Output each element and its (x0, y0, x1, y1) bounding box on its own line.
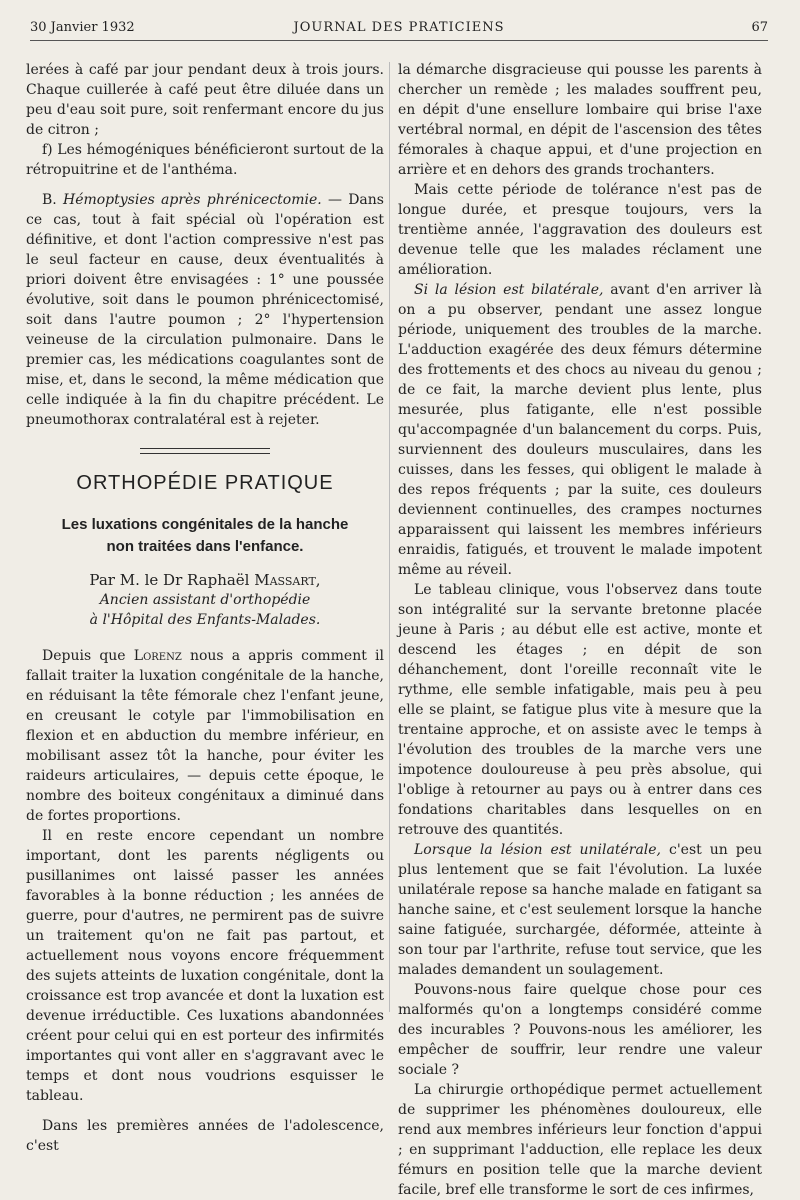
right-column (398, 60, 762, 1200)
running-header (30, 16, 768, 41)
paragraph (398, 840, 762, 980)
article-title-line: Les luxations congénitales de la hanche (61, 516, 349, 533)
section-divider (140, 448, 270, 454)
column-rule (389, 62, 390, 1012)
affiliation-line: Ancien assistant d'orthopédie (99, 592, 311, 608)
issue-date: 30 Janvier 1932 (30, 20, 135, 35)
paragraph: f) Les hémogéniques bénéficieront surtout de la rétropuitrine et de l'anthéma. (26, 142, 384, 178)
paragraph-text: Depuis que (42, 648, 134, 664)
left-column (26, 60, 384, 1156)
paragraph (398, 280, 762, 580)
paragraph: la démarche disgracieuse qui pousse les parents à chercher un remède ; les malades souffrent peu, en dépit d'une ensellure lombaire qui brise l'axe vertébral normal, en dépit de l'ascension des têtes fémorales à chaque appui, et d'une projection en arrière et en dehors des grands trochanters. (398, 62, 762, 178)
paragraph: Il en reste encore cependant un nombre important, dont les parents négligents ou pusillanimes ont laissé passer les années favorables à la bonne réduction ; les années de guerre, pour d'autres, ne permirent pas de suivre un traitement qu'on ne fait pas partout, et actuellement nous voyons encore fréquemment des sujets atteints de luxation congénitale, dont la croissance est trop avancée et dont la luxation est devenue irréductible. Ces luxations abandonnées créent pour celui qui en est porteur des infirmités importantes qui vont aller en s'aggravant avec le temps et dont nous voudrions esquisser le tableau. (26, 828, 385, 1104)
author-affiliation (26, 590, 384, 630)
paragraph: Mais cette période de tolérance n'est pas de longue durée, et presque toujours, vers la trentième année, l'aggravation des douleurs est devenue telle que les malades réclament une amélioration. (398, 182, 762, 278)
paragraph: La chirurgie orthopédique permet actuellement de supprimer les phénomènes douloureux, elle rend aux membres inférieurs leur fonction d'appui ; en supprimant l'adduction, elle replace les deux fémurs en position telle que la marche devient facile, bref elle transforme le sort de ces infirmes, (398, 1082, 762, 1198)
section-title: ORTHOPÉDIE PRATIQUE (76, 472, 334, 494)
article-title (26, 514, 384, 558)
cited-name: Lorenz (133, 648, 182, 664)
subsection-label: Lorsque la lésion est unilatérale, (414, 842, 662, 858)
subsection-label: Si la lésion est bilatérale, (414, 282, 604, 298)
paragraph: Pouvons-nous faire quelque chose pour ces malformés qu'on a longtemps considéré comme des incurables ? Pouvons-nous les améliorer, les empêcher de souffrir, leur rendre une valeur sociale ? (398, 982, 762, 1078)
page-number: 67 (751, 20, 768, 35)
paragraph: lerées à café par jour pendant deux à trois jours. Chaque cuillerée à café peut être diluée dans un peu d'eau soit pure, soit renfermant encore du jus de citron ; (26, 62, 384, 138)
paragraph-text: avant d'en arriver là on a pu observer, pendant une assez longue période, uniquement des troubles de la marche. L'adduction exagérée des deux fémurs détermine des frottements et des chocs au niveau du genou ; de ce fait, la marche devient plus lente, plus mesurée, plus fatigante, elle n'est possible qu'accompagnée d'un balancement du corps. Puis, surviennent des douleurs musculaires, dans les cuisses, dans les fesses, qui obligent le malade à des repos fréquents ; par la suite, ces douleurs deviennent continuelles, des crampes nocturnes apparaissent qui laissent les membres inférieurs enraidis, fatigués, et trouvent le malade impotent même au réveil. (398, 282, 762, 578)
paragraph: Dans les premières années de l'adolescence, c'est (26, 1118, 384, 1154)
paragraph-text: c'est un peu plus lentement que se fait l'évolution. La luxée unilatérale repose sa hanche malade en fatigant sa hanche saine, et c'est seulement lorsque la hanche saine fatiguée, surchargée, déformée, atteinte à son tour par l'arthrite, refuse tout service, que les malades demandent un soulagement. (398, 842, 762, 978)
author-line (26, 570, 384, 590)
paragraph-text: — Dans ce cas, tout à fait spécial où l'opération est définitive, et dont l'action compressive n'est pas le seul facteur en cause, deux éventualités à priori doivent être envisagées : 1° une poussée évolutive, soit dans le poumon phrénicectomisé, soit dans l'autre poumon ; 2° l'hypertension veineuse de la circulation pulmonaire. Dans le premier cas, les médications coagulantes sont de mise, et, dans le second, la même médication que celle indiquée à la fin du chapitre précédent. Le pneumothorax contralatéral est à rejeter. (26, 192, 384, 428)
section-letter: B. (42, 192, 63, 208)
author-prefix: Par M. le Dr Raphaël (89, 571, 255, 589)
affiliation-line: à l'Hôpital des Enfants-Malades. (89, 612, 321, 628)
paragraph (26, 646, 384, 826)
subsection-label: Hémoptysies après phrénicectomie. (62, 192, 322, 208)
author-name: Massart, (254, 571, 321, 589)
article-title-line: non traitées dans l'enfance. (106, 538, 304, 555)
journal-title: JOURNAL DES PRATICIENS (293, 20, 505, 35)
paragraph: Le tableau clinique, vous l'observez dans toute son intégralité sur la servante bretonne placée jeune à Paris ; au début elle est active, monte et descend les étages ; en dépit de son déhanchement, dont l'oreille reconnaît vite le rythme, elle semble infatigable, mais peu à peu elle se plaint, se fatigue plus vite à mesure que la trentaine approche, et on assiste avec le temps à l'évolution des troubles de la marche vers une impotence douloureuse à peu près absolue, qui l'oblige à retourner au pays ou à entrer dans ces fondations charitables dans lesquelles on en retrouve des quantités. (398, 582, 762, 838)
paragraph-text: nous a appris comment il fallait traiter la luxation congénitale de la hanche, en réduisant la tête fémorale chez l'enfant jeune, en creusant le cotyle par l'immobilisation en flexion et en abduction du membre inférieur, en mobilisant assez tôt la hanche, pour éviter les raideurs articulaires, — depuis cette époque, le nombre des boiteux congénitaux a diminué dans de fortes proportions. (26, 648, 384, 824)
paragraph-hemoptysies (26, 190, 384, 430)
